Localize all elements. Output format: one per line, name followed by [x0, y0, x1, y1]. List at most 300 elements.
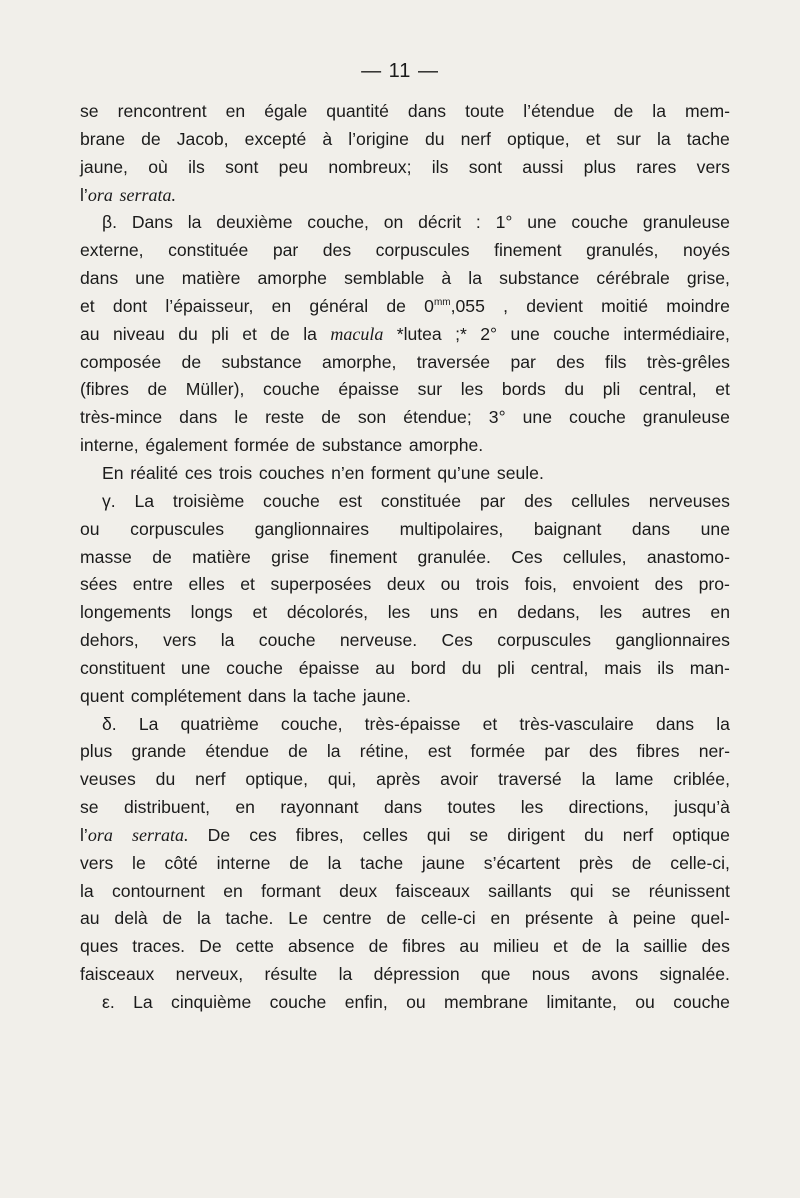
word: en	[710, 602, 730, 623]
word: optique,	[507, 128, 570, 149]
word: réalité	[130, 462, 179, 483]
word: devient	[526, 295, 583, 316]
word: à	[322, 128, 333, 149]
text-line	[80, 321, 730, 349]
word: cellules,	[562, 546, 627, 567]
word: au	[375, 657, 395, 678]
word: les	[520, 797, 544, 818]
word: couche	[263, 379, 320, 400]
word: semblable	[344, 268, 425, 289]
word: Müller),	[185, 379, 245, 400]
word: ils	[188, 156, 205, 177]
word: couche	[226, 657, 283, 678]
word: contournent	[112, 880, 205, 901]
text-line	[80, 905, 730, 933]
word: qui,	[327, 769, 357, 790]
word: par	[272, 240, 299, 261]
word: autres	[641, 602, 691, 623]
word: sur	[616, 128, 641, 149]
word: fibres	[636, 741, 680, 762]
text-line	[80, 933, 730, 961]
word: peine	[632, 908, 676, 929]
word: couche	[269, 992, 327, 1012]
word: couche	[258, 630, 316, 651]
word: delà	[114, 908, 148, 929]
word: présente	[524, 908, 594, 929]
word: qu’une	[437, 462, 491, 483]
word: épaisse	[338, 379, 400, 400]
word: niveau	[112, 323, 165, 344]
word: dehors,	[80, 630, 139, 651]
word: du	[564, 379, 585, 400]
word: moitié	[601, 295, 649, 316]
word: ils	[431, 156, 449, 177]
word: la	[581, 769, 596, 790]
word: excepté	[244, 128, 307, 149]
word: la	[80, 880, 94, 901]
word: étendue	[205, 741, 269, 762]
word: cellules	[571, 490, 630, 511]
word: au	[80, 323, 100, 344]
word: corpuscules	[497, 630, 592, 651]
word: dans	[407, 101, 447, 121]
word: étendue;	[403, 407, 472, 428]
word: deux	[339, 880, 378, 901]
word: les	[599, 602, 623, 623]
word: l’épaisseur,	[165, 295, 254, 316]
word: aussi	[522, 156, 564, 177]
word: général	[309, 295, 369, 316]
word: des	[701, 936, 730, 957]
page-number: — 11 —	[361, 60, 439, 82]
word: limitante,	[546, 992, 617, 1012]
word: multipolaires,	[399, 518, 504, 539]
word: pli	[497, 657, 515, 678]
text-line	[80, 766, 730, 794]
word: de	[289, 852, 309, 873]
word: traces.	[132, 936, 186, 957]
word: rétine,	[359, 741, 409, 762]
text-line	[80, 878, 730, 906]
word: substance	[221, 351, 302, 372]
word: décolorés,	[286, 602, 369, 623]
word: dans	[247, 685, 287, 706]
word: La	[138, 713, 159, 734]
word: lame	[615, 769, 654, 790]
text-line	[80, 711, 730, 739]
word: plus	[583, 156, 616, 177]
word: sur	[417, 379, 443, 400]
word: nerveuses	[648, 490, 730, 511]
word: au	[80, 908, 100, 929]
word: s’écartent	[483, 852, 561, 873]
word: de	[386, 295, 406, 316]
word: granuleuse	[642, 407, 730, 428]
word: ces	[184, 462, 213, 483]
word: la	[468, 268, 482, 289]
word: macula	[330, 323, 384, 344]
word: une	[522, 407, 552, 428]
word: nombreux;	[328, 156, 412, 177]
word: avoir	[440, 769, 479, 790]
word: par	[479, 490, 506, 511]
word: (fibres	[80, 379, 129, 400]
word: ques	[80, 936, 119, 957]
word: β.	[102, 212, 118, 233]
word: très-grêles	[646, 351, 730, 372]
text-line	[80, 126, 730, 154]
word: ;*	[455, 323, 467, 344]
word: couche	[263, 490, 320, 511]
word: se	[80, 101, 99, 121]
word: constituée	[168, 240, 249, 261]
word: la	[615, 936, 630, 957]
word: veuses	[80, 769, 136, 790]
word: la	[716, 713, 730, 734]
word: dedans,	[517, 602, 580, 623]
word: troisième	[172, 490, 245, 511]
word: la	[220, 630, 235, 651]
word: longs	[190, 602, 233, 623]
word: où	[148, 156, 168, 177]
word: jaune	[421, 852, 465, 873]
word: peu	[278, 156, 309, 177]
word: optique,	[245, 769, 308, 790]
word: masse	[80, 546, 132, 567]
word: la	[326, 741, 341, 762]
word: tache	[313, 685, 357, 706]
word: fils	[604, 351, 627, 372]
word: pli	[211, 323, 229, 344]
word: man-	[689, 657, 730, 678]
word: amorphe.	[408, 435, 484, 456]
word: 1°	[495, 212, 513, 233]
text-line	[80, 599, 730, 627]
word: ,	[503, 295, 508, 316]
word: bord	[410, 657, 446, 678]
word: et	[242, 323, 257, 344]
word: granulés,	[586, 240, 659, 261]
text-line	[80, 961, 730, 989]
word: et	[715, 379, 730, 400]
word: au	[459, 936, 479, 957]
word: nerf	[195, 769, 226, 790]
word: granulée.	[417, 546, 491, 567]
word: central,	[530, 657, 589, 678]
word: cérébrale	[596, 268, 670, 289]
word: du	[155, 769, 176, 790]
word: et	[585, 128, 601, 149]
word: les	[387, 602, 411, 623]
text-line	[80, 655, 730, 683]
text-line	[80, 488, 730, 516]
text-line	[80, 460, 730, 488]
word: interne	[216, 852, 271, 873]
word: nerveux,	[175, 964, 244, 985]
word: dont	[112, 295, 148, 316]
word: traversée	[416, 351, 491, 372]
word: 3°	[488, 407, 506, 428]
text-line	[80, 822, 730, 850]
text-line	[80, 265, 730, 293]
word: résulte	[264, 964, 318, 985]
word: ou	[406, 992, 426, 1012]
text-line	[80, 154, 730, 182]
word: qui	[570, 880, 594, 901]
word: de	[141, 128, 161, 149]
word: ou	[440, 574, 461, 595]
word: quel-	[690, 908, 730, 929]
word: granuleuse	[642, 212, 730, 233]
word: de	[270, 323, 290, 344]
word: De	[199, 936, 222, 957]
word: $0^{mm},055$	[424, 295, 485, 316]
word: tache	[360, 852, 404, 873]
word: et	[80, 295, 95, 316]
word: mem-	[685, 101, 730, 121]
word: qui	[426, 824, 451, 845]
word: se	[80, 797, 99, 818]
word: et	[240, 574, 255, 595]
word: sont	[468, 156, 502, 177]
word: de	[321, 407, 341, 428]
word: des	[524, 490, 553, 511]
word: rencontrent	[117, 101, 207, 121]
text-line	[80, 544, 730, 572]
text-line	[80, 627, 730, 655]
word: une	[180, 657, 211, 678]
word: trois	[475, 574, 510, 595]
word: enfin,	[344, 992, 388, 1012]
word: du	[461, 657, 482, 678]
word: est	[338, 490, 363, 511]
word: saillie	[643, 936, 688, 957]
word: décrit	[418, 212, 462, 233]
word: la	[652, 101, 666, 121]
word: de	[162, 908, 183, 929]
word: δ.	[102, 713, 117, 734]
word: signalée.	[659, 964, 730, 985]
word: une	[510, 323, 540, 344]
word: le	[132, 852, 146, 873]
word: du	[584, 824, 604, 845]
word: longements	[80, 602, 171, 623]
word: couche,	[280, 713, 343, 734]
body-text	[80, 98, 730, 1017]
word: la	[327, 852, 342, 873]
word: des	[588, 741, 618, 762]
word: corpuscules	[130, 518, 225, 539]
word: 2°	[480, 323, 498, 344]
word: trois	[218, 462, 253, 483]
word: amorphe,	[322, 351, 397, 372]
word: avons	[591, 964, 639, 985]
word: celles	[362, 824, 408, 845]
word: faisceaux	[80, 964, 155, 985]
word: intermédiaire,	[623, 323, 730, 344]
word: couche	[569, 407, 626, 428]
word: deux	[386, 574, 426, 595]
word: optique	[672, 824, 730, 845]
word: de	[147, 379, 168, 400]
word: celle-ci,	[670, 852, 730, 873]
word: épaisse	[298, 657, 360, 678]
word: constituée	[380, 490, 462, 511]
word: anastomo-	[646, 546, 730, 567]
word: la	[657, 128, 671, 149]
word: nerf	[460, 128, 491, 149]
word: γ.	[102, 490, 116, 511]
word: en	[271, 295, 292, 316]
word: constituent	[80, 657, 166, 678]
word: :	[475, 212, 481, 233]
word: couches	[258, 462, 325, 483]
text-line	[80, 98, 730, 126]
word: par	[510, 351, 536, 372]
word: une	[527, 212, 557, 233]
word: toute	[465, 101, 505, 121]
word: de	[181, 351, 202, 372]
word: la	[292, 685, 307, 706]
word: formée	[234, 435, 289, 456]
word: deuxième	[216, 212, 293, 233]
word: égale	[264, 101, 308, 121]
word: cinquième	[171, 992, 252, 1012]
word: en	[235, 797, 255, 818]
word: *lutea	[396, 323, 442, 344]
word: couche	[673, 992, 730, 1012]
word: directions,	[568, 797, 649, 818]
text-line	[80, 349, 730, 377]
word: quantité	[326, 101, 389, 121]
word: en	[490, 908, 511, 929]
word: envoient	[572, 574, 640, 595]
word: La	[134, 490, 155, 511]
word: absence	[288, 936, 355, 957]
word: ganglionnaires	[254, 518, 370, 539]
word: une	[700, 518, 730, 539]
word: rayonnant	[280, 797, 359, 818]
word: se	[611, 880, 631, 901]
word: n’en	[331, 462, 365, 483]
word: vers	[163, 630, 197, 651]
word: uns	[429, 602, 459, 623]
word: couche	[553, 323, 610, 344]
word: finement	[494, 240, 562, 261]
word: faisceaux	[395, 880, 470, 901]
word: en	[223, 880, 243, 901]
word: et	[252, 602, 268, 623]
word: grise	[271, 546, 310, 567]
word: seule.	[496, 462, 544, 483]
word: nous	[531, 964, 570, 985]
word: de	[152, 546, 172, 567]
word: après	[376, 769, 421, 790]
word: en	[225, 101, 246, 121]
word: La	[133, 992, 153, 1012]
word: mais	[604, 657, 642, 678]
word: des	[556, 351, 585, 372]
text-line	[80, 516, 730, 544]
text-line	[80, 989, 730, 1017]
word: pli	[602, 379, 621, 400]
text-line	[80, 738, 730, 766]
word: moindre	[666, 295, 730, 316]
word: que	[481, 964, 511, 985]
word: tache	[686, 128, 730, 149]
word: très-vasculaire	[519, 713, 634, 734]
word: réunissent	[648, 880, 730, 901]
word: traversé	[498, 769, 562, 790]
text-line	[80, 182, 730, 210]
text-line	[80, 209, 730, 237]
word: du	[178, 323, 198, 344]
word: quatrième	[180, 713, 259, 734]
word: finement	[329, 546, 398, 567]
word: des	[322, 240, 352, 261]
word: ε.	[102, 992, 115, 1012]
word: saillants	[488, 880, 552, 901]
word: formant	[261, 880, 321, 901]
word: criblée,	[673, 769, 730, 790]
word: superposées	[270, 574, 372, 595]
word: brane	[80, 128, 125, 149]
word: les	[460, 379, 484, 400]
text-line	[80, 376, 730, 404]
word: elles	[188, 574, 225, 595]
word: son	[357, 407, 387, 428]
text-line	[80, 432, 730, 460]
word: à	[441, 268, 452, 289]
word: ces	[249, 824, 277, 845]
word: pro-	[698, 574, 730, 595]
word: jaune,	[80, 156, 128, 177]
word: cette	[235, 936, 274, 957]
word: sont	[225, 156, 259, 177]
word: des	[654, 574, 684, 595]
word: dépression	[373, 964, 460, 985]
word: grande	[131, 741, 187, 762]
word: dirigent	[507, 824, 565, 845]
word: le	[234, 407, 249, 428]
word: Jacob,	[176, 128, 229, 149]
word: matière	[192, 546, 251, 567]
text-line	[80, 237, 730, 265]
word: matière	[181, 268, 241, 289]
word: quent	[80, 685, 125, 706]
word: corpuscules	[375, 240, 470, 261]
word: dans	[383, 797, 423, 818]
word: l’ora	[80, 824, 113, 845]
word: tache.	[225, 908, 274, 929]
word: la	[196, 908, 211, 929]
word: entre	[132, 574, 173, 595]
word: jusqu’à	[674, 797, 730, 818]
text-line	[80, 850, 730, 878]
word: toutes	[447, 797, 496, 818]
word: nerf	[622, 824, 654, 845]
text-line	[80, 404, 730, 432]
word: formée	[470, 741, 526, 762]
word: Le	[288, 908, 308, 929]
text-line	[80, 293, 730, 321]
word: en	[478, 602, 498, 623]
word: ou	[80, 518, 100, 539]
word: dans	[655, 713, 695, 734]
text-line	[80, 571, 730, 599]
word: substance	[499, 268, 580, 289]
word: très-épaisse	[364, 713, 461, 734]
